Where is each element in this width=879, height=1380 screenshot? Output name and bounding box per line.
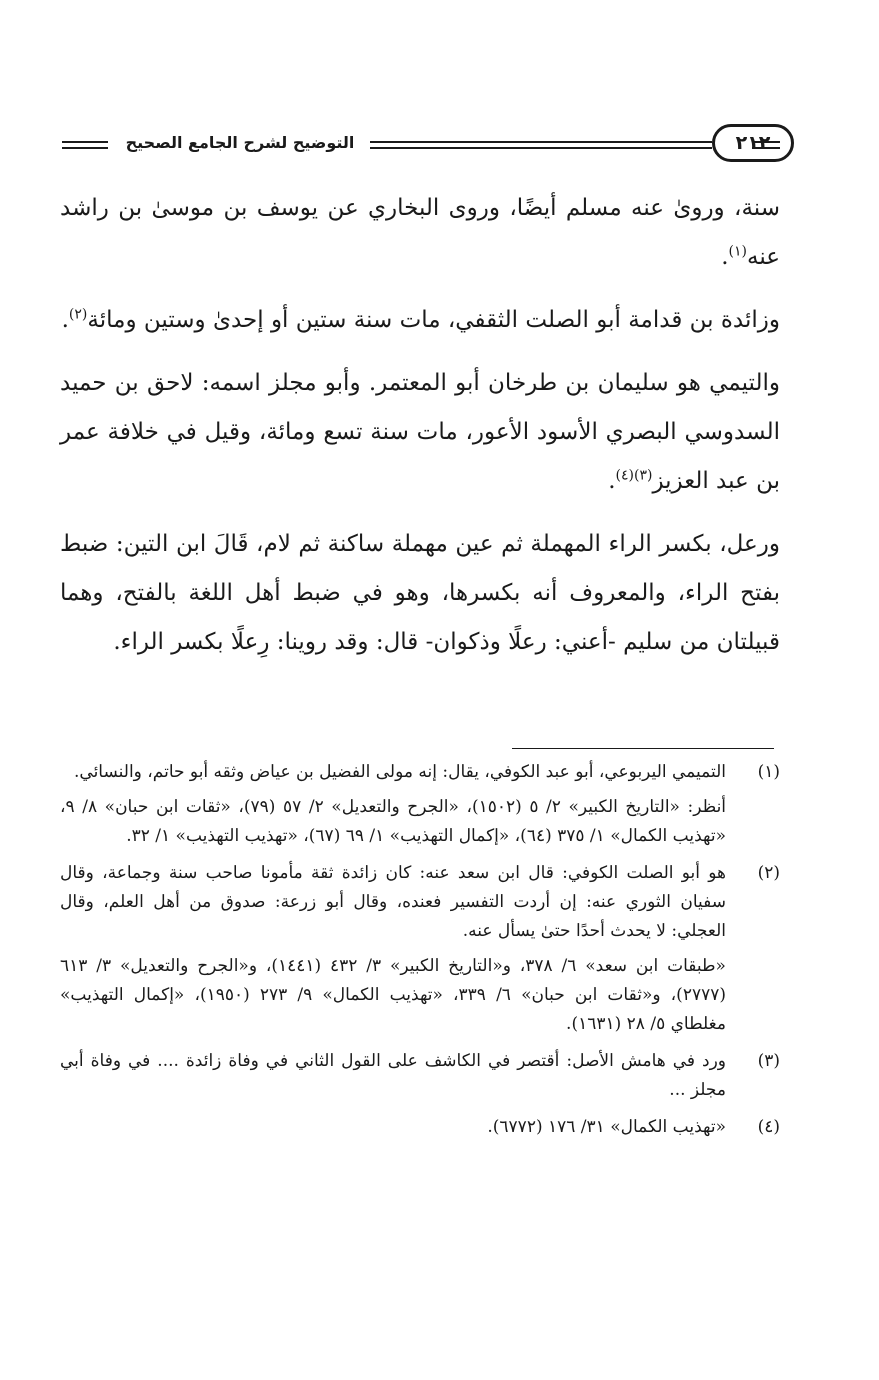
footnote-4 — [60, 1113, 780, 1142]
footnote-ref[interactable]: (١) — [728, 243, 747, 260]
footnote-ref[interactable]: (٣)(٤) — [615, 467, 653, 484]
footnote-separator — [512, 748, 774, 749]
main-text — [60, 184, 780, 681]
footnote-2 — [60, 859, 780, 1039]
footnote-number: (١) — [757, 762, 780, 782]
paragraph-1-end: . — [721, 244, 729, 270]
page-header — [60, 122, 780, 168]
footnote-number: (٤) — [757, 1117, 780, 1137]
footnote-text: «تهذيب الكمال» ٣١/ ١٧٦ (٦٧٧٢). — [487, 1117, 726, 1137]
paragraph-3-text: والتيمي هو سليمان بن طرخان أبو المعتمر. وأبو مجلز اسمه: لاحق بن حميد السدوسي البصري الأسود الأعور، مات سنة تسع ومائة، وقيل في خلافة عمر بن عبد العزيز — [60, 370, 780, 494]
footnote-text: التميمي اليربوعي، أبو عبد الكوفي، يقال: إنه مولى الفضيل بن عياض وثقه أبو حاتم، والنسائي. — [74, 762, 726, 782]
paragraph-4 — [60, 520, 780, 667]
page-number-badge: ٢١٢ — [712, 124, 794, 162]
footnote-citation: «طبقات ابن سعد» ٦/ ٣٧٨، و«التاريخ الكبير» ٣/ ٤٣٢ (١٤٤١)، و«الجرح والتعديل» ٣/ ٦١٣ (٢٧٧٧)، و«ثقات ابن حبان» ٦/ ٣٣٩، «تهذيب الكمال» ٩/ ٢٧٣ (١٩٥٠)، «إكمال التهذيب» مغلطاي ٥/ ٢٨ (١٦٣١). — [60, 956, 726, 1034]
footnote-citation: أنظر: «التاريخ الكبير» ٢/ ٥ (١٥٠٢)، «الجرح والتعديل» ٢/ ٥٧ (٧٩)، «ثقات ابن حبان» ٨/ ٩، «تهذيب الكمال» ١/ ٣٧٥ (٦٤)، «إكمال التهذيب» ١/ ٦٩ (٦٧)، «تهذيب التهذيب» ١/ ٣٢. — [60, 797, 727, 846]
header-rule-middle — [370, 141, 712, 149]
footnote-3 — [60, 1047, 780, 1105]
paragraph-3-end: . — [608, 468, 616, 494]
footnote-1 — [60, 758, 780, 851]
footnote-ref[interactable]: (٢) — [68, 306, 88, 323]
footnote-text: ورد في هامش الأصل: أقتصر في الكاشف على القول الثاني في وفاة زائدة .... في وفاة أبي مجلز ... — [60, 1051, 726, 1100]
paragraph-2-end: . — [61, 307, 69, 333]
footnotes — [60, 758, 780, 1150]
footnote-number: (٣) — [757, 1051, 780, 1071]
header-rule-right — [752, 141, 780, 149]
paragraph-3 — [60, 359, 780, 506]
header-rule-left — [62, 141, 108, 149]
running-title: التوضيح لشرح الجامع الصحيح — [125, 133, 355, 152]
paragraph-4-text: ورعل، بكسر الراء المهملة ثم عين مهملة ساكنة ثم لام، قَالَ ابن التين: ضبط بفتح الراء، والمعروف أنه بكسرها، وهو في ضبط أهل اللغة بالفتح، وهما قبيلتان من سليم -أعني: رعلًا وذكوان- قال: وقد روينا: رِعلًا بكسر الراء. — [60, 531, 780, 655]
footnote-text: هو أبو الصلت الكوفي: قال ابن سعد عنه: كان زائدة ثقة مأمونا صاحب سنة وجماعة، وقال سفيان الثوري عنه: إن أردت التفسير فعنده، وقال أبو زرعة: صدوق من أهل العلم، وقال العجلي: لا يحدث أحدًا حتىٰ يسأل عنه. — [60, 863, 726, 941]
paragraph-2 — [60, 296, 780, 345]
paragraph-1-text: سنة، وروىٰ عنه مسلم أيضًا، وروى البخاري عن يوسف بن موسىٰ بن راشد عنه — [60, 195, 780, 270]
footnote-number: (٢) — [757, 863, 780, 883]
paragraph-1 — [60, 184, 780, 282]
paragraph-2-text: وزائدة بن قدامة أبو الصلت الثقفي، مات سنة ستين أو إحدىٰ وستين ومائة — [87, 307, 780, 333]
